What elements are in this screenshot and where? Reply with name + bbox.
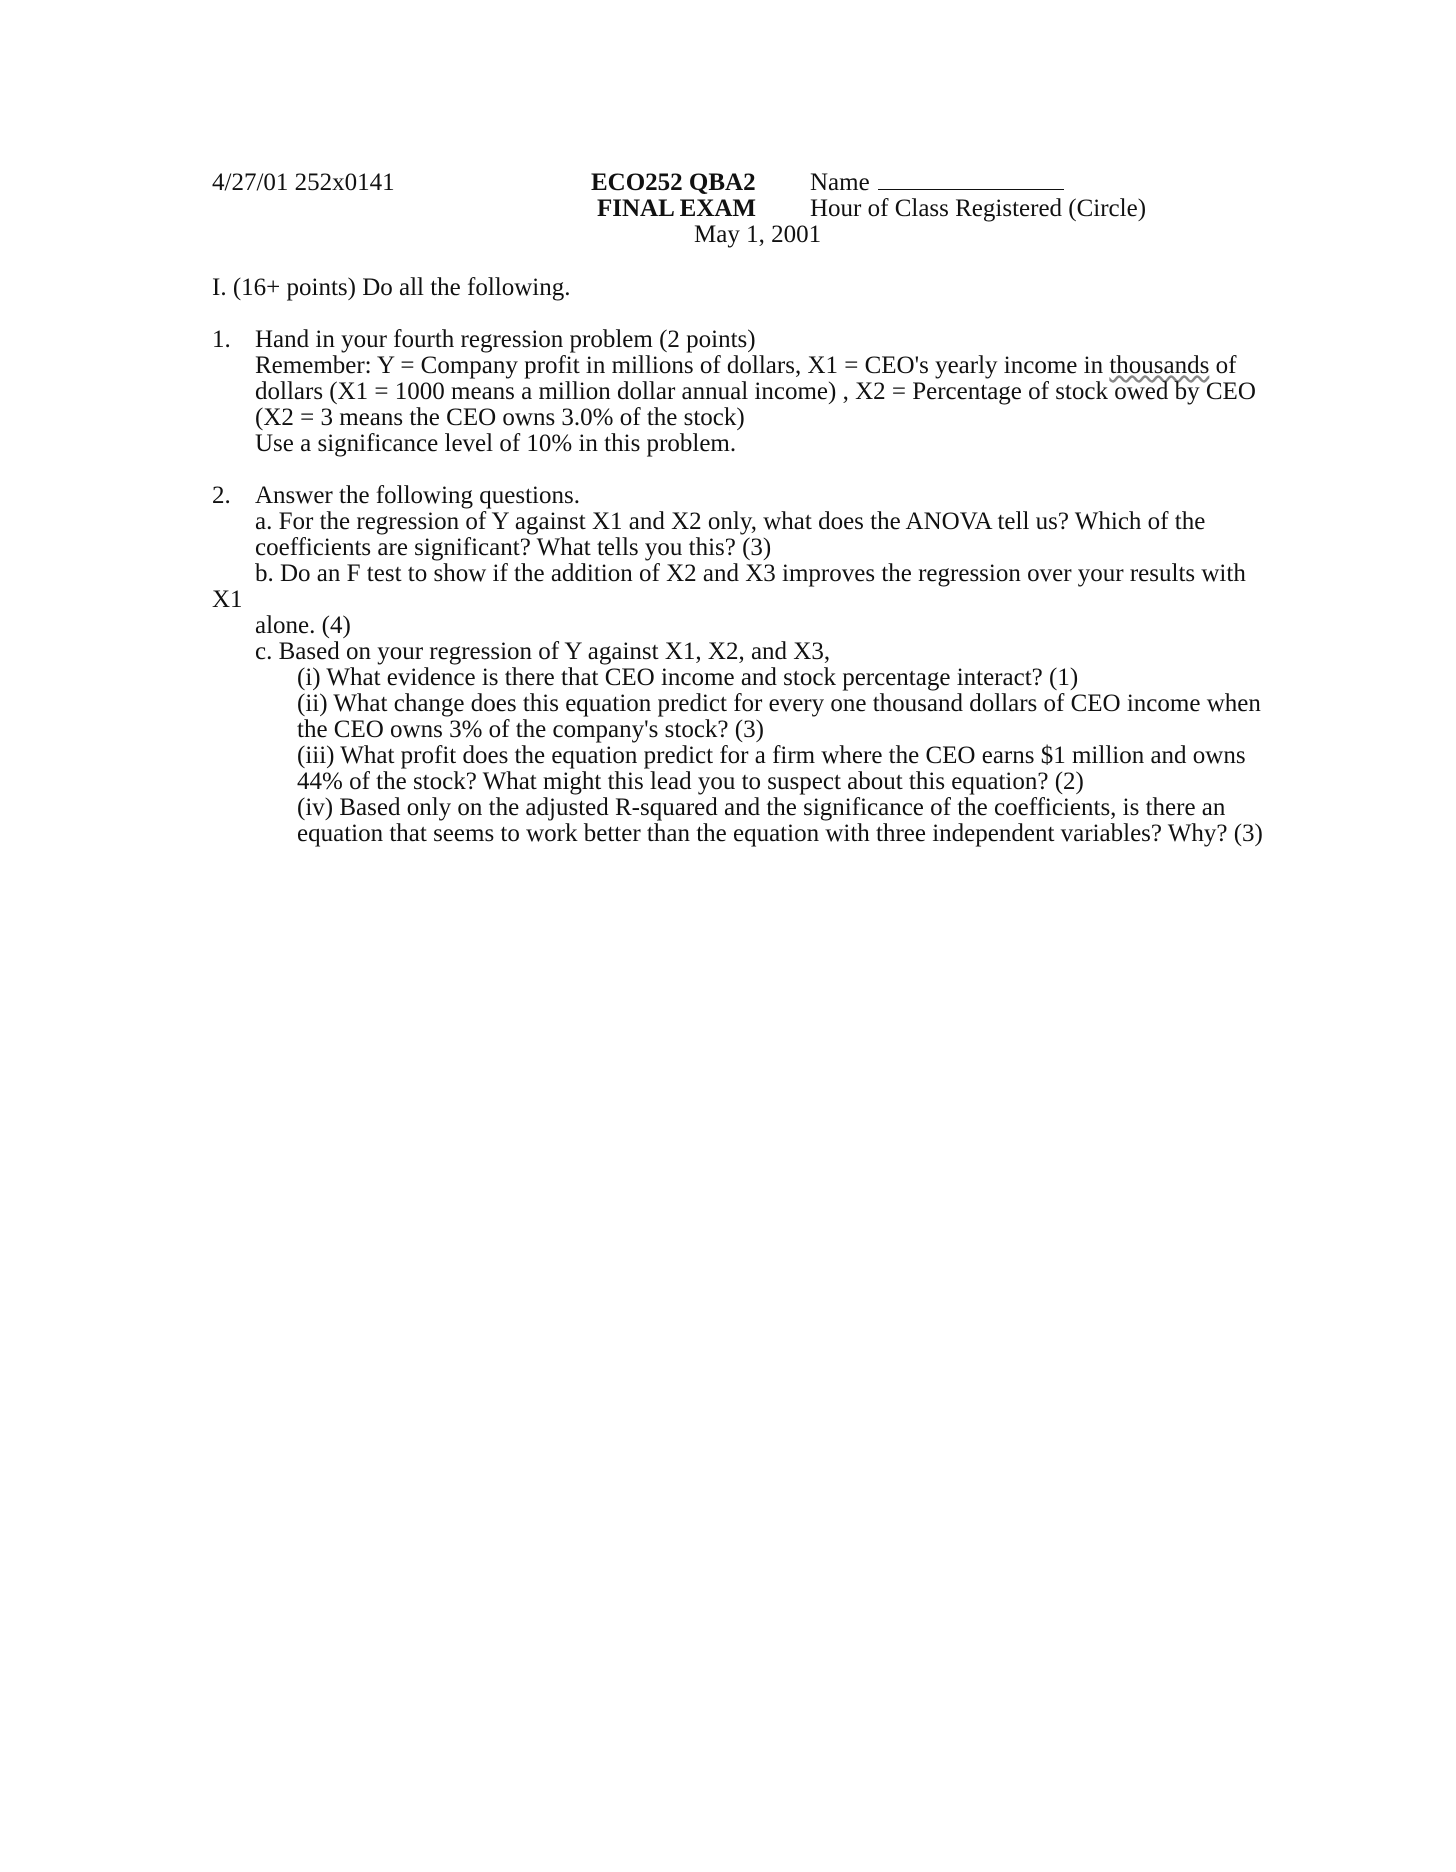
q1-line4: (X2 = 3 means the CEO owns 3.0% of the stock) [255,404,745,431]
q2c-i: (i) What evidence is there that CEO income and stock percentage interact? (1) [297,664,1079,691]
q1-number: 1. [212,326,231,353]
q2c-iv-line1: (iv) Based only on the adjusted R-squared and the significance of the coefficients, is there an [297,794,1226,821]
date-code: 4/27/01 252x0141 [212,169,395,196]
section-heading: I. (16+ points) Do all the following. [212,274,571,301]
q1-line2 [255,353,1236,379]
exam-title: FINAL EXAM [597,195,757,222]
q2-intro: Answer the following questions. [255,482,580,509]
q2-number: 2. [212,482,231,509]
q1-line3: dollars (X1 = 1000 means a million dollar annual income) , X2 = Percentage of stock owed by CEO [255,378,1256,405]
q2c-intro: c. Based on your regression of Y against X1, X2, and X3, [255,638,831,665]
q1-line2-post: of [1209,352,1237,379]
q2b-wrap: X1 [212,586,243,613]
exam-date: May 1, 2001 [694,221,822,248]
q2a-line1: a. For the regression of Y against X1 and X2 only, what does the ANOVA tell us? Which of the [255,508,1206,535]
name-label: Name [810,169,870,196]
q2b-line1: b. Do an F test to show if the addition of X2 and X3 improves the regression over your results with [255,560,1246,587]
hour-label: Hour of Class Registered (Circle) [810,195,1147,222]
q1-thousands: thousands [1109,352,1210,379]
q2c-ii-line2: the CEO owns 3% of the company's stock? (3) [297,716,764,743]
q2c-iii-line2: 44% of the stock? What might this lead you to suspect about this equation? (2) [297,768,1084,795]
q1-line2-pre: Remember: Y = Company profit in millions of dollars, X1 = CEO's yearly income in [255,352,1110,379]
course-title: ECO252 QBA2 [591,169,756,196]
q2c-ii-line1: (ii) What change does this equation predict for every one thousand dollars of CEO income when [297,690,1261,717]
q1-line5: Use a significance level of 10% in this problem. [255,430,737,457]
q2a-line2: coefficients are significant? What tells you this? (3) [255,534,772,561]
name-blank[interactable] [878,171,1064,190]
q1-line1: Hand in your fourth regression problem (2 points) [255,326,756,353]
q2b-line2: alone. (4) [255,612,351,639]
q2c-iii-line1: (iii) What profit does the equation predict for a firm where the CEO earns $1 million and owns [297,742,1246,769]
name-field[interactable] [810,170,1064,196]
q2c-iv-line2: equation that seems to work better than the equation with three independent variables? Why? (3) [297,820,1263,847]
